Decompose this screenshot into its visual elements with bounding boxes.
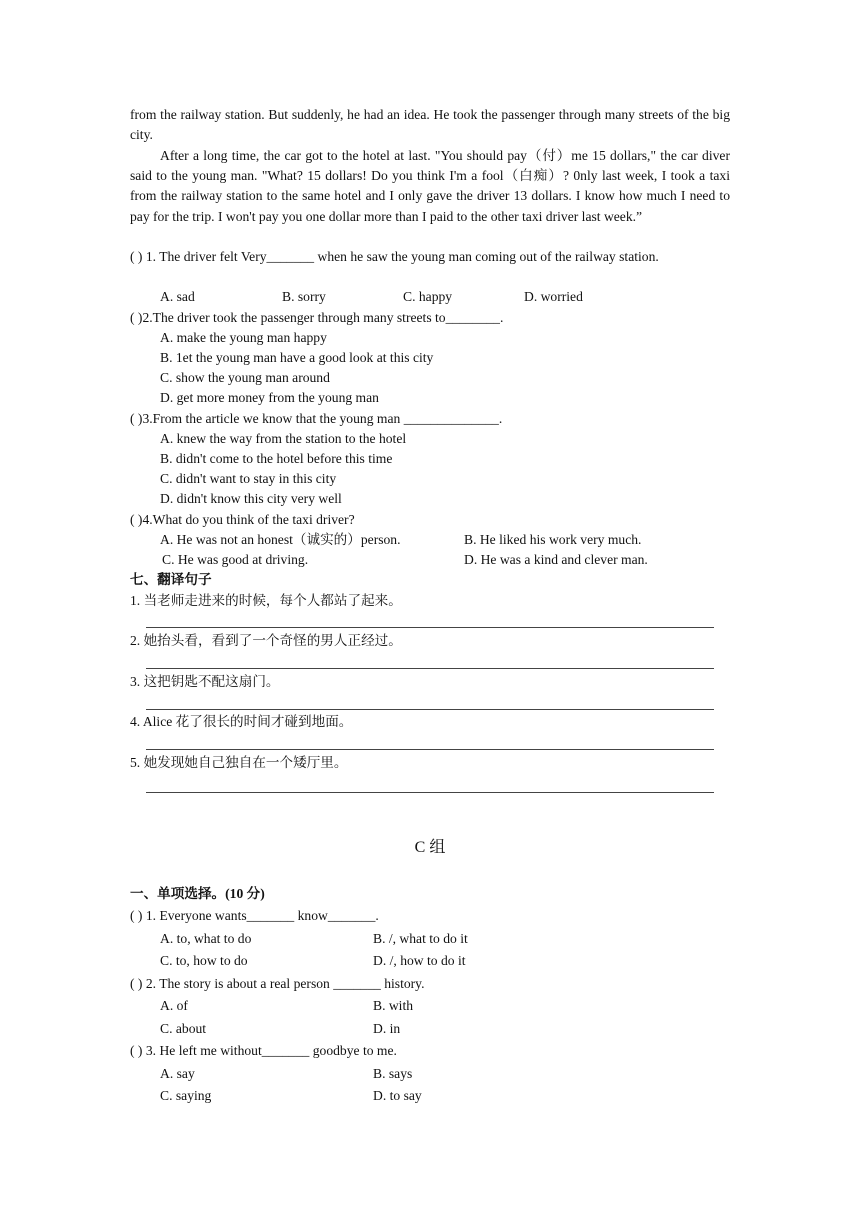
option: D. get more money from the young man [160,390,379,405]
option: B. sorry [282,289,326,304]
option: A. of [160,998,188,1013]
answer-line[interactable] [146,792,714,793]
option: D. in [373,1021,401,1036]
option: C. saying [160,1088,212,1103]
translation-item-3: 3. 这把钥匙不配这扇门。 [130,674,280,689]
reading-question-1: ( ) 1. The driver felt Very_______ when he saw the young man coming out of the railway station. [130,249,659,264]
answer-line[interactable] [146,668,714,669]
answer-line[interactable] [146,627,714,628]
translation-heading: 七、翻译句子 [130,572,212,587]
reading-question-3: ( )3.From the article we know that the young man ______________. [130,411,503,426]
mc-question-2: ( ) 2. The story is about a real person _______ history. [130,976,425,991]
option: B. /, what to do it [373,931,468,946]
passage-paragraph-1: from the railway station. But suddenly, he had an idea. He took the passenger through many streets of the big city. [130,107,730,143]
translation-item-5: 5. 她发现她自己独自在一个矮厅里。 [130,755,348,770]
option: A. He was not an honest（诚实的）person. [160,532,401,547]
option: A. to, what to do [160,931,252,946]
option: D. to say [373,1088,422,1103]
option: D. He was a kind and clever man. [464,552,648,567]
option: B. 1et the young man have a good look at this city [160,350,434,365]
option: D. didn't know this city very well [160,491,342,506]
reading-question-2: ( )2.The driver took the passenger through many streets to________. [130,310,504,325]
option: D. /, how to do it [373,953,466,968]
option: C. show the young man around [160,370,330,385]
option: B. with [373,998,414,1013]
answer-line[interactable] [146,749,714,750]
option: C. didn't want to stay in this city [160,471,337,486]
passage-paragraph-2: After a long time, the car got to the hotel at last. "You should pay（付）me 15 dollars," the car diver said to the young man. "What? 15 dollars! Do you think I'm a fool（白痴）? 0nly last week, I took a taxi from the railway station to the same hotel and I only gave the driver 13 dollars. I know how much I need to pay for the trip. I won't pay you one dollar more than I paid to the other taxi driver last week.” [130,148,730,224]
answer-line[interactable] [146,709,714,710]
mc-question-3: ( ) 3. He left me without_______ goodbye to me. [130,1043,397,1058]
option: B. says [373,1066,413,1081]
translation-item-2: 2. 她抬头看，看到了一个奇怪的男人正经过。 [130,633,402,648]
translation-item-1: 1. 当老师走进来的时候，每个人都站了起来。 [130,593,402,608]
option: A. knew the way from the station to the hotel [160,431,407,446]
group-c-heading: 一、单项选择。(10 分) [130,886,265,901]
option: A. say [160,1066,195,1081]
option: D. worried [524,289,583,304]
option: C. about [160,1021,207,1036]
option: B. He liked his work very much. [464,532,642,547]
option: A. make the young man happy [160,330,327,345]
option: C. He was good at driving. [162,552,309,567]
reading-question-4: ( )4.What do you think of the taxi driver? [130,512,355,527]
group-c-title: C 组 [414,839,446,856]
translation-item-4: 4. Alice 花了很长的时间才碰到地面。 [130,714,353,729]
option: B. didn't come to the hotel before this time [160,451,393,466]
mc-question-1: ( ) 1. Everyone wants_______ know_______. [130,908,379,923]
option: C. happy [403,289,453,304]
option: A. sad [160,289,195,304]
option: C. to, how to do [160,953,248,968]
